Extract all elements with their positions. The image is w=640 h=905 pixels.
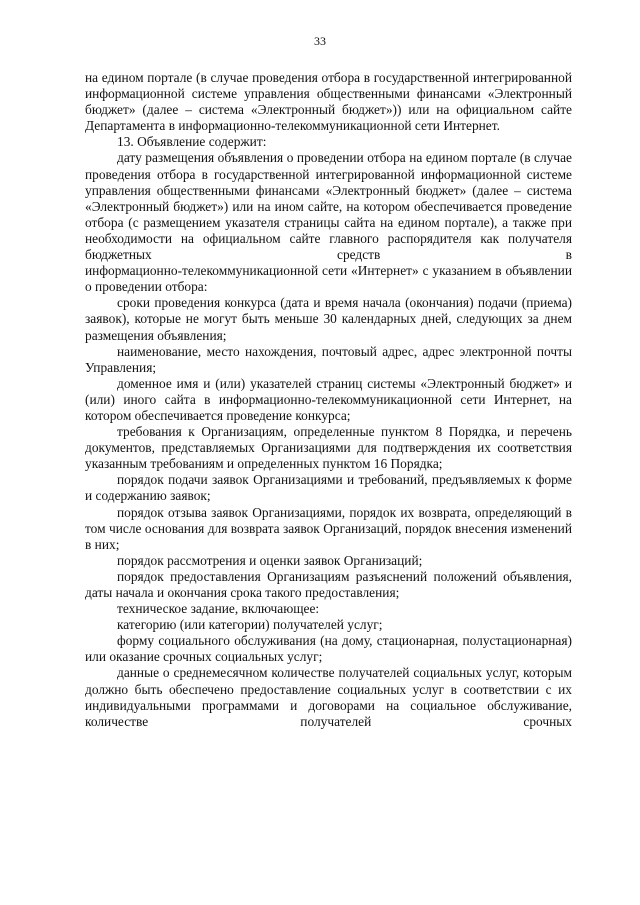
paragraph-item-13-heading: 13. Объявление содержит: [117,134,267,150]
paragraph-review-order: порядок рассмотрения и оценки заявок Организаций; [117,552,423,568]
paragraph-requirements: требования к Организациям, определенные пунктом 8 Порядка, и перечень документов, представляемых Организациями для подтверждения их соответствия указанным требованиям и определенных пунктом 16 Порядка; [85,424,572,472]
paragraph-recipient-category: категорию (или категории) получателей услуг; [117,617,383,633]
paragraph-monthly-recipients: данные о среднемесячном количестве получателей социальных услуг, которым должно быть обеспечено предоставление социальных услуг в соответствии с их индивидуальными программами и договорами на социальное обслуживание, количестве получателей срочных [85,665,572,729]
paragraph-portal-continuation: на едином портале (в случае проведения отбора в государственной интегрированной информационной системе управления общественными финансами «Электронный бюджет» (далее – система «Электронный бюджет»)) или на официальном сайте Департамента в информационно-телекоммуникационной сети Интернет. [85,70,572,134]
paragraph-domain-name: доменное имя и (или) указателей страниц системы «Электронный бюджет» и (или) иного сайта в информационно-телекоммуникационной сети Интернет, на котором обеспечивается проведение конкурса; [85,375,572,423]
document-body [85,70,572,730]
paragraph-technical-task: техническое задание, включающее: [117,601,320,617]
paragraph-announcement-date: дату размещения объявления о проведении отбора на едином портале (в случае проведения отбора в государственной интегрированной информационной системе управления общественными финансами «Электронный бюджет» (далее – система «Электронный бюджет») или на ином сайте, на котором обеспечивается проведение отбора (с размещением указателя страницы сайта на едином портале), а также при необходимости на официальном сайте главного распорядителя как получателя бюджетных средств в [85,150,572,263]
paragraph-announcement-date-cont: информационно-телекоммуникационной сети «Интернет» с указанием в объявлении о проведении отбора: [85,263,572,295]
paragraph-clarifications: порядок предоставления Организациям разъяснений положений объявления, даты начала и окончания срока такого предоставления; [85,568,572,600]
page-number: 33 [314,34,326,48]
paragraph-service-form: форму социального обслуживания (на дому, стационарная, полустационарная) или оказание срочных социальных услуг; [85,633,572,665]
paragraph-name-address: наименование, место нахождения, почтовый адрес, адрес электронной почты Управления; [85,343,572,375]
paragraph-withdrawal-order: порядок отзыва заявок Организациями, порядок их возврата, определяющий в том числе основания для возврата заявок Организаций, порядок внесения изменений в них; [85,504,572,552]
paragraph-contest-terms: сроки проведения конкурса (дата и время начала (окончания) подачи (приема) заявок), которые не могут быть меньше 30 календарных дней, следующих за днем размещения объявления; [85,295,572,343]
paragraph-submission-order: порядок подачи заявок Организациями и требований, предъявляемых к форме и содержанию заявок; [85,472,572,504]
